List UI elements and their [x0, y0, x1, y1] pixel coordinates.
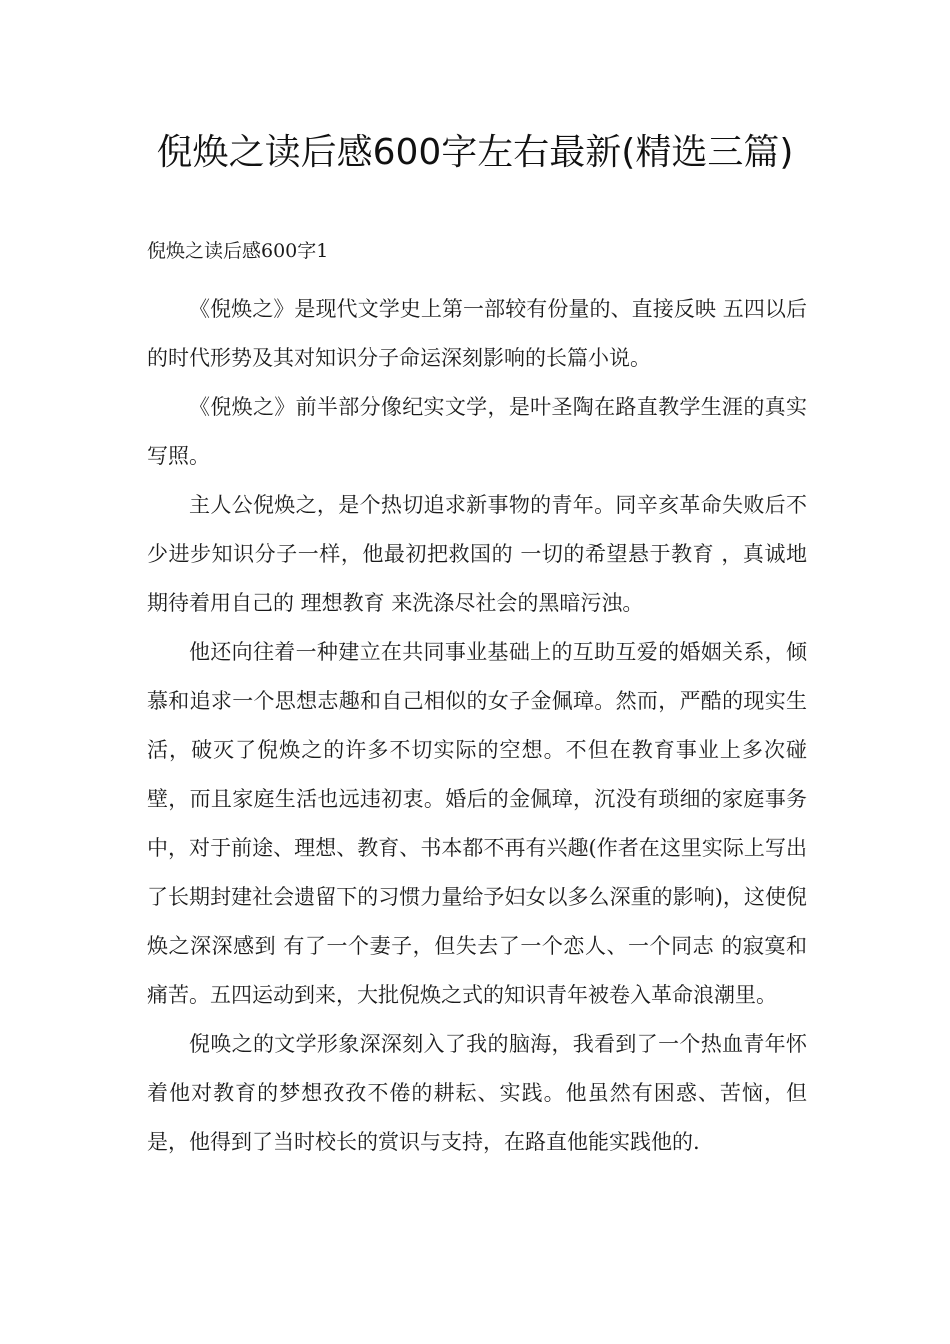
section-heading: 倪焕之读后感600字1 — [147, 240, 329, 262]
paragraph: 《倪焕之》是现代文学史上第一部较有份量的、直接反映 五四以后的时代形势及其对知识分子命运深刻影响的长篇小说。 — [147, 297, 807, 370]
paragraph: 主人公倪焕之，是个热切追求新事物的青年。同辛亥革命失败后不少进步知识分子一样，他最初把救国的 一切的希望悬于教育 ，真诚地期待着用自己的 理想教育 来洗涤尽社会的黑暗污浊。 — [147, 493, 807, 615]
document-title: 倪焕之读后感600字左右最新(精选三篇) — [156, 132, 794, 173]
paragraph: 他还向往着一种建立在共同事业基础上的互助互爱的婚姻关系，倾慕和追求一个思想志趣和自己相似的女子金佩璋。然而，严酷的现实生活，破灭了倪焕之的许多不切实际的空想。不但在教育事业上多次碰壁，而且家庭生活也远违初衷。婚后的金佩璋，沉没有琐细的家庭事务中，对于前途、理想、教育、书本都不再有兴趣(作者在这里实际上写出了长期封建社会遗留下的习惯力量给予妇女以多么深重的影响)，这使倪焕之深深感到 有了一个妻子，但失去了一个恋人、一个同志 的寂寞和痛苦。五四运动到来，大批倪焕之式的知识青年被卷入革命浪潮里。 — [147, 640, 807, 1007]
document-body — [147, 285, 807, 1167]
paragraph: 《倪焕之》前半部分像纪实文学，是叶圣陶在路直教学生涯的真实写照。 — [147, 395, 807, 468]
paragraph: 倪唤之的文学形象深深刻入了我的脑海，我看到了一个热血青年怀着他对教育的梦想孜孜不倦的耕耘、实践。他虽然有困惑、苦恼，但是，他得到了当时校长的赏识与支持，在路直他能实践他的. — [147, 1032, 807, 1154]
